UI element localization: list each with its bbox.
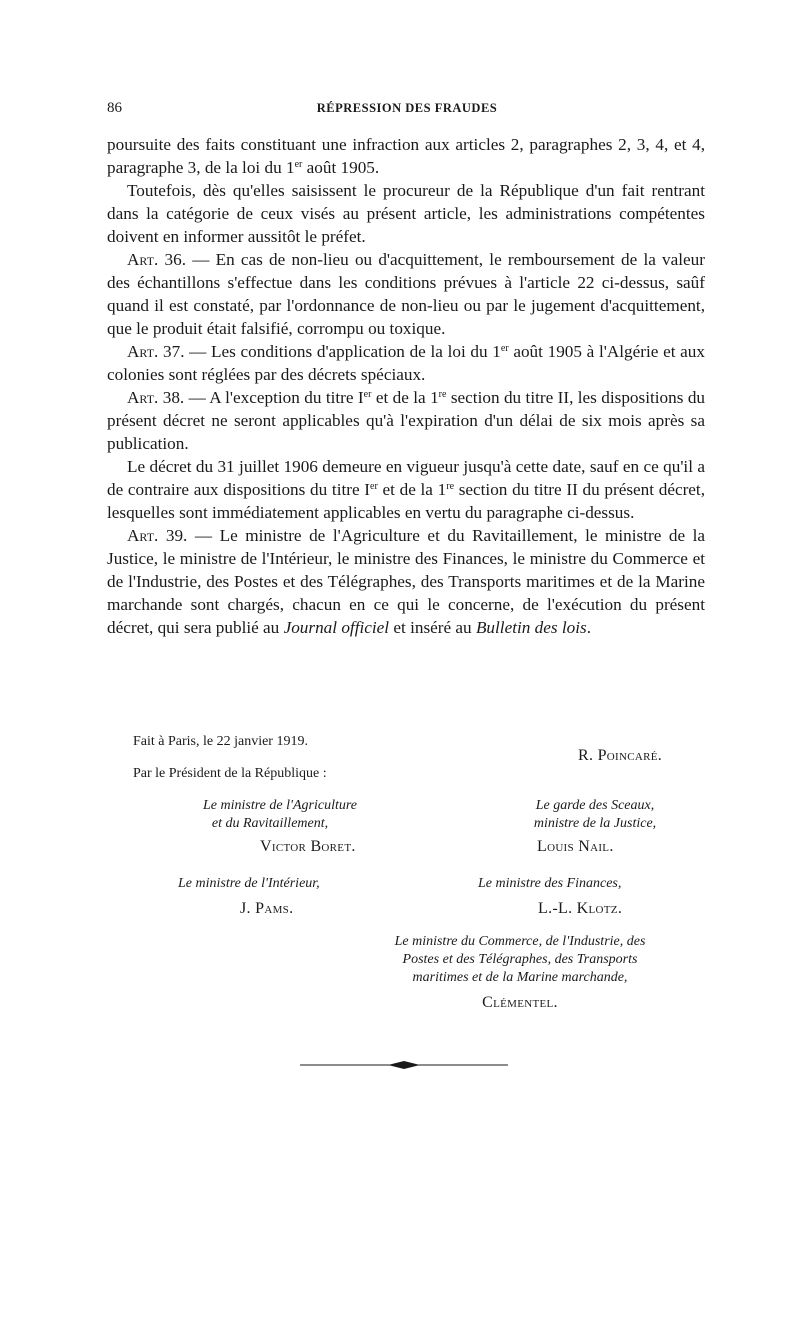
justice-title-1: Le garde des Sceaux,: [535, 798, 655, 813]
justice-title-2: ministre de la Justice,: [533, 816, 657, 831]
text-run: section du titre II du présent décret, lesquelles sont immédiatement applicables en vertu du paragraphe ci-dessus.: [107, 480, 705, 522]
paragraph-decret-1906: [107, 455, 705, 524]
article-38: [107, 386, 705, 455]
article-37: [107, 340, 705, 386]
text-run: août 1905.: [302, 158, 380, 177]
superscript: er: [370, 481, 378, 492]
agriculture-signature: Victor Boret.: [260, 838, 356, 855]
commerce-signature: Clémentel.: [482, 994, 558, 1011]
commerce-title-3: maritimes et de la Marine marchande,: [412, 970, 628, 985]
superscript: er: [363, 389, 372, 400]
superscript: er: [294, 159, 303, 170]
finances-title: Le ministre des Finances,: [478, 876, 622, 891]
agriculture-title-1: Le ministre de l'Agriculture: [203, 798, 357, 813]
running-head: RÉPRESSION DES FRAUDES: [316, 101, 498, 115]
agriculture-title-2: et du Ravitaillement,: [211, 816, 329, 831]
president-signature: R. Poincaré.: [578, 747, 663, 764]
ornamental-divider: [300, 1060, 508, 1070]
justice-signature: Louis Nail.: [537, 838, 614, 855]
article-39: [107, 524, 705, 639]
journal-officiel-title: Journal officiel: [283, 618, 390, 637]
superscript: re: [438, 389, 447, 400]
superscript: er: [500, 343, 509, 354]
text-run: poursuite des faits constituant une infraction aux articles 2, paragraphes 2, 3, 4, et 4, paragraphe 3, de la loi du 1: [107, 135, 705, 177]
text-run: .: [586, 618, 591, 637]
superscript: re: [446, 481, 455, 492]
finances-signature: L.-L. Klotz.: [538, 900, 623, 917]
date-place: Fait à Paris, le 22 janvier 1919.: [133, 734, 308, 749]
text-run: — Le ministre de l'Agriculture et du Ravitaillement, le ministre de la Justice, le ministre de l'Intérieur, le ministre des Finances, le ministre du Commerce et de l'Industrie, des Postes et des Télégraphes, des Transports maritimes et de la Marine marchande sont chargés, chacun en ce qui le concerne, de l'exécution du présent décret, qui sera publié au: [107, 526, 705, 637]
text-run: — A l'exception du titre I: [184, 388, 364, 407]
body-text: [107, 133, 705, 639]
text-run: et inséré au: [389, 618, 476, 637]
text-run: et de la 1: [371, 388, 439, 407]
text-run: — En cas de non-lieu ou d'acquittement, le remboursement de la valeur des échantillons s'effectue dans les conditions prévues à l'article 22 ci-dessus, saûf quand il est constaté, par l'ordonnance de non-lieu ou par le jugement d'acquittement, que le produit était falsifié, corrompu ou toxique.: [107, 250, 705, 338]
paragraph-toutefois: Toutefois, dès qu'elles saisissent le procureur de la République d'un fait rentrant dans la catégorie de ceux visés au présent article, les administrations compétentes doivent en informer aussitôt le préfet.: [107, 181, 705, 246]
text-run: Le décret du 31 juillet 1906 demeure en vigueur jusqu'à cette date, sauf en ce qu'il a de contraire aux dispositions du titre I: [107, 457, 705, 499]
text-run: — Les conditions d'application de la loi du 1: [184, 342, 501, 361]
text-run: section du titre II, les dispositions du présent décret ne seront applicables qu'à l'expiration d'un délai de six mois après sa publication.: [107, 388, 705, 453]
commerce-title-1: Le ministre du Commerce, de l'Industrie, des: [394, 934, 646, 949]
article-label: Art. 37.: [127, 342, 185, 361]
bulletin-des-lois-title: Bulletin des lois: [475, 618, 587, 637]
page-header: [107, 100, 707, 120]
interieur-signature: J. Pams.: [240, 900, 294, 917]
article-label: Art. 36.: [127, 250, 187, 269]
article-label: Art. 38.: [127, 388, 185, 407]
text-run: août 1905 à l'Algérie et aux colonies sont réglées par des décrets spéciaux.: [107, 342, 705, 384]
article-label: Art. 39.: [127, 526, 188, 545]
text-run: et de la 1: [377, 480, 447, 499]
interieur-title: Le ministre de l'Intérieur,: [178, 876, 320, 891]
article-36: [107, 248, 705, 340]
commerce-title-2: Postes et des Télégraphes, des Transports: [402, 952, 638, 967]
diamond-ornament-icon: [388, 1061, 420, 1069]
paragraph-continuation: [107, 133, 705, 179]
par-le-president: Par le Président de la République :: [133, 766, 327, 781]
page-number: 86: [107, 100, 122, 116]
signature-block: [0, 728, 800, 1028]
